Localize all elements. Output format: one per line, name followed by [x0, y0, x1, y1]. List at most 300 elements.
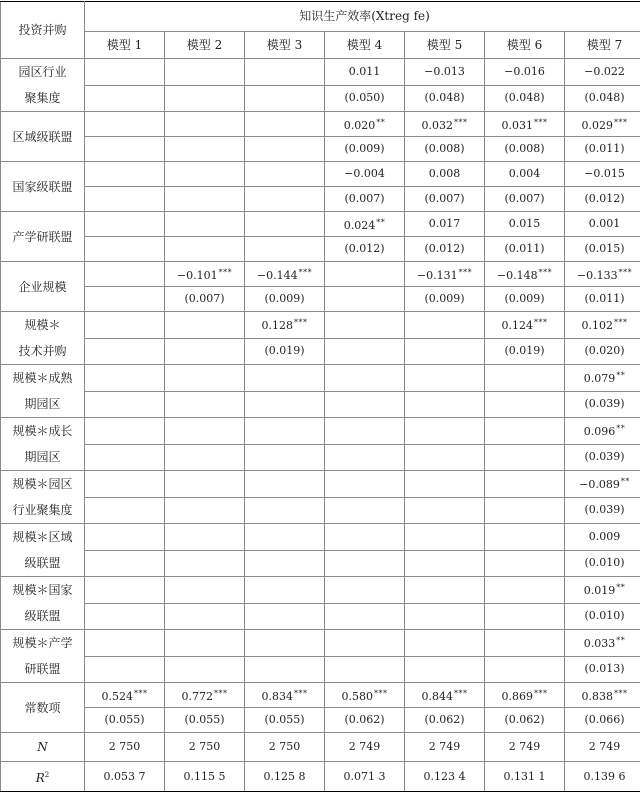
se-cell: [85, 497, 165, 524]
significance-stars: ***: [534, 689, 548, 698]
se-cell: [485, 391, 565, 418]
se-cell: [165, 85, 245, 112]
variable-label-line: 级联盟: [1, 603, 84, 629]
group-header: 知识生产效率(Xtreg fe): [85, 2, 640, 32]
stat-cell: 0.131 1: [485, 762, 565, 792]
se-cell: [165, 338, 245, 365]
se-cell: (0.050): [325, 85, 405, 112]
coef-value: 0.124: [502, 319, 534, 332]
coef-value: −0.089: [579, 478, 620, 491]
se-cell: (0.015): [565, 237, 640, 262]
se-cell: (0.020): [565, 338, 640, 365]
coef-cell: [165, 471, 245, 498]
coef-value: 0.032: [422, 119, 454, 132]
coef-cell: [165, 630, 245, 657]
coef-row: [1, 365, 640, 392]
significance-stars: ***: [614, 118, 628, 127]
coef-cell: [565, 577, 640, 604]
stat-cell: 0.053 7: [85, 762, 165, 792]
se-cell: (0.012): [325, 237, 405, 262]
coef-row: [1, 59, 640, 86]
coef-value: 0.029: [582, 119, 614, 132]
variable-label-line: 行业聚集度: [1, 497, 84, 523]
se-cell: [325, 550, 405, 577]
coef-cell: [245, 212, 325, 237]
stat-label-text: N: [37, 740, 48, 754]
coef-value: −0.016: [504, 65, 545, 78]
se-cell: (0.062): [325, 708, 405, 733]
coef-cell: [565, 365, 640, 392]
model-header: 模型 4: [325, 31, 405, 58]
se-cell: (0.048): [485, 85, 565, 112]
se-cell: [325, 338, 405, 365]
coef-value: −0.015: [584, 167, 625, 180]
stat-cell: 0.139 6: [565, 762, 640, 792]
se-cell: (0.011): [565, 137, 640, 162]
corner-label: 投资并购: [1, 2, 85, 59]
se-cell: [165, 550, 245, 577]
se-cell: [405, 338, 485, 365]
coef-value: 0.128: [262, 319, 294, 332]
coef-cell: [85, 418, 165, 445]
model-header: 模型 6: [485, 31, 565, 58]
significance-stars: **: [616, 636, 625, 645]
coef-cell: [565, 471, 640, 498]
stat-cell: 2 750: [85, 733, 165, 762]
variable-label-line: 规模＊产学: [1, 630, 84, 656]
se-cell: [85, 550, 165, 577]
variable-label: [1, 312, 85, 365]
coef-cell: [485, 59, 565, 86]
variable-label-line: 规模＊区域: [1, 524, 84, 550]
variable-label-line: 期园区: [1, 444, 84, 470]
significance-stars: **: [616, 371, 625, 380]
se-cell: [485, 656, 565, 683]
coef-cell: [485, 418, 565, 445]
significance-stars: ***: [459, 268, 473, 277]
coef-value: 0.033: [584, 637, 616, 650]
coef-cell: [325, 262, 405, 287]
se-cell: (0.007): [165, 287, 245, 312]
coef-cell: [245, 418, 325, 445]
coef-value: 0.020: [344, 119, 376, 132]
significance-stars: **: [616, 424, 625, 433]
coef-cell: [325, 630, 405, 657]
coef-value: 0.019: [584, 584, 616, 597]
coef-cell: [485, 630, 565, 657]
coef-cell: [85, 577, 165, 604]
coef-value: 0.024: [344, 219, 376, 232]
variable-label: [1, 365, 85, 418]
coef-cell: [565, 312, 640, 339]
coef-cell: [405, 418, 485, 445]
se-cell: [165, 391, 245, 418]
se-cell: (0.019): [245, 338, 325, 365]
coef-value: −0.004: [344, 167, 385, 180]
se-cell: (0.009): [245, 287, 325, 312]
se-cell: (0.048): [565, 85, 640, 112]
coef-value: −0.133: [577, 269, 618, 282]
coef-value: 0.524: [102, 690, 134, 703]
coef-row: [1, 312, 640, 339]
coef-cell: [325, 59, 405, 86]
coef-cell: [245, 162, 325, 187]
se-row: [1, 187, 640, 212]
stat-cell: 2 750: [245, 733, 325, 762]
significance-stars: **: [621, 477, 630, 486]
coef-cell: [565, 112, 640, 137]
se-row: [1, 338, 640, 365]
variable-label-line: 规模＊: [1, 312, 84, 338]
variable-label-line: 规模＊成长: [1, 418, 84, 444]
se-cell: [165, 497, 245, 524]
se-cell: (0.009): [485, 287, 565, 312]
variable-label-line: 技术并购: [1, 338, 84, 364]
coef-cell: [165, 418, 245, 445]
coef-cell: [405, 112, 485, 137]
coef-cell: [85, 524, 165, 551]
coef-value: −0.144: [257, 269, 298, 282]
se-cell: [85, 287, 165, 312]
coef-row: [1, 162, 640, 187]
coef-cell: [485, 524, 565, 551]
coef-value: 0.031: [502, 119, 534, 132]
se-cell: [245, 85, 325, 112]
se-cell: [325, 603, 405, 630]
coef-cell: [485, 162, 565, 187]
coef-cell: [325, 524, 405, 551]
coef-cell: [245, 312, 325, 339]
coef-cell: [405, 471, 485, 498]
se-cell: (0.039): [565, 391, 640, 418]
variable-label: [1, 212, 85, 262]
se-cell: [245, 497, 325, 524]
coef-value: 0.096: [584, 425, 616, 438]
se-cell: (0.012): [405, 237, 485, 262]
se-cell: [85, 656, 165, 683]
se-cell: (0.066): [565, 708, 640, 733]
coef-cell: [485, 112, 565, 137]
se-cell: [245, 656, 325, 683]
se-row: [1, 237, 640, 262]
coef-cell: [245, 577, 325, 604]
se-row: [1, 391, 640, 418]
se-cell: (0.039): [565, 497, 640, 524]
se-cell: [85, 391, 165, 418]
model-header: 模型 7: [565, 31, 640, 58]
stat-cell: 2 749: [325, 733, 405, 762]
coef-cell: [565, 683, 640, 708]
coef-cell: [485, 683, 565, 708]
coef-cell: [405, 524, 485, 551]
header-row-models: [1, 31, 640, 58]
coef-value: 0.772: [182, 690, 214, 703]
coef-cell: [405, 630, 485, 657]
coef-cell: [85, 683, 165, 708]
se-cell: [325, 497, 405, 524]
significance-stars: ***: [534, 118, 548, 127]
model-header: 模型 1: [85, 31, 165, 58]
stat-cell: 2 749: [405, 733, 485, 762]
se-cell: [85, 137, 165, 162]
coef-cell: [165, 365, 245, 392]
variable-label: [1, 577, 85, 630]
model-header: 模型 5: [405, 31, 485, 58]
coef-row: [1, 212, 640, 237]
coef-cell: [165, 683, 245, 708]
variable-label: [1, 112, 85, 162]
se-cell: (0.007): [325, 187, 405, 212]
se-cell: [165, 603, 245, 630]
se-cell: (0.055): [245, 708, 325, 733]
stat-cell: 0.071 3: [325, 762, 405, 792]
coef-cell: [405, 577, 485, 604]
coef-value: −0.148: [497, 269, 538, 282]
stat-cell: 0.125 8: [245, 762, 325, 792]
coef-value: −0.022: [584, 65, 625, 78]
variable-label: [1, 630, 85, 683]
se-cell: [245, 550, 325, 577]
se-cell: [325, 444, 405, 471]
coef-cell: [85, 59, 165, 86]
se-cell: [405, 656, 485, 683]
coef-cell: [405, 59, 485, 86]
coef-cell: [405, 212, 485, 237]
coef-cell: [165, 112, 245, 137]
coef-cell: [245, 471, 325, 498]
stat-label: [1, 762, 85, 792]
coef-cell: [485, 312, 565, 339]
coef-value: 0.015: [509, 217, 541, 230]
significance-stars: ***: [374, 689, 388, 698]
se-cell: (0.009): [325, 137, 405, 162]
coef-value: 0.011: [349, 65, 381, 78]
coef-cell: [165, 524, 245, 551]
coef-cell: [245, 112, 325, 137]
coef-cell: [325, 683, 405, 708]
coef-row: [1, 112, 640, 137]
se-cell: [405, 603, 485, 630]
coef-cell: [325, 471, 405, 498]
coef-value: 0.008: [429, 167, 461, 180]
coef-value: 0.834: [262, 690, 294, 703]
coef-cell: [405, 262, 485, 287]
se-cell: [165, 137, 245, 162]
se-cell: (0.008): [405, 137, 485, 162]
se-cell: (0.048): [405, 85, 485, 112]
coef-cell: [245, 683, 325, 708]
coef-row: [1, 577, 640, 604]
se-cell: [165, 656, 245, 683]
se-row: [1, 287, 640, 312]
coef-cell: [245, 524, 325, 551]
se-cell: [245, 137, 325, 162]
coef-cell: [405, 312, 485, 339]
coef-cell: [85, 212, 165, 237]
se-cell: [85, 237, 165, 262]
se-cell: [325, 287, 405, 312]
coef-cell: [165, 162, 245, 187]
variable-label-line: 规模＊园区: [1, 471, 84, 497]
stat-row: [1, 733, 640, 762]
coef-cell: [485, 365, 565, 392]
variable-label-line: 级联盟: [1, 550, 84, 576]
coef-cell: [565, 630, 640, 657]
coef-value: −0.013: [424, 65, 465, 78]
stat-cell: 2 749: [485, 733, 565, 762]
coef-cell: [85, 471, 165, 498]
coef-value: 0.844: [422, 690, 454, 703]
significance-stars: ***: [454, 118, 468, 127]
coef-value: 0.009: [589, 530, 621, 543]
stat-label: [1, 733, 85, 762]
coef-value: 0.001: [589, 217, 621, 230]
stat-row: [1, 762, 640, 792]
significance-stars: ***: [219, 268, 233, 277]
se-cell: [405, 444, 485, 471]
variable-label: [1, 524, 85, 577]
se-cell: [85, 603, 165, 630]
se-row: [1, 497, 640, 524]
coef-row: [1, 630, 640, 657]
se-cell: (0.008): [485, 137, 565, 162]
coef-cell: [85, 365, 165, 392]
se-cell: [165, 187, 245, 212]
se-cell: [485, 550, 565, 577]
se-cell: (0.055): [85, 708, 165, 733]
significance-stars: ***: [299, 268, 313, 277]
coef-value: 0.838: [582, 690, 614, 703]
se-cell: (0.007): [405, 187, 485, 212]
se-cell: [245, 237, 325, 262]
coef-cell: [325, 312, 405, 339]
variable-label-line: 国家级联盟: [1, 174, 84, 200]
significance-stars: ***: [614, 318, 628, 327]
se-cell: (0.019): [485, 338, 565, 365]
se-row: [1, 137, 640, 162]
coef-row: [1, 524, 640, 551]
coef-cell: [565, 262, 640, 287]
se-cell: (0.010): [565, 550, 640, 577]
se-cell: (0.062): [405, 708, 485, 733]
se-cell: [245, 603, 325, 630]
coef-cell: [245, 59, 325, 86]
coef-cell: [565, 418, 640, 445]
variable-label: [1, 262, 85, 312]
se-cell: (0.012): [565, 187, 640, 212]
coef-value: 0.079: [584, 372, 616, 385]
variable-label-line: 园区行业: [1, 59, 84, 85]
coef-cell: [85, 112, 165, 137]
stat-cell: 2 749: [565, 733, 640, 762]
coef-value: 0.004: [509, 167, 541, 180]
se-cell: [405, 497, 485, 524]
variable-label: [1, 162, 85, 212]
variable-label: [1, 418, 85, 471]
coef-cell: [245, 262, 325, 287]
variable-label-line: 规模＊成熟: [1, 365, 84, 391]
coef-cell: [165, 312, 245, 339]
coef-row: [1, 262, 640, 287]
model-header: 模型 3: [245, 31, 325, 58]
se-cell: (0.009): [405, 287, 485, 312]
se-cell: [165, 444, 245, 471]
variable-label-line: 产学研联盟: [1, 224, 84, 250]
significance-stars: ***: [454, 689, 468, 698]
se-cell: [85, 85, 165, 112]
significance-stars: ***: [134, 689, 148, 698]
se-cell: [85, 444, 165, 471]
se-cell: [405, 550, 485, 577]
se-row: [1, 85, 640, 112]
coef-cell: [325, 418, 405, 445]
variable-label-line: 聚集度: [1, 85, 84, 111]
se-row: [1, 444, 640, 471]
coef-cell: [165, 212, 245, 237]
se-row: [1, 603, 640, 630]
se-cell: (0.011): [485, 237, 565, 262]
significance-stars: ***: [214, 689, 228, 698]
variable-label: [1, 59, 85, 112]
coef-cell: [485, 212, 565, 237]
se-cell: (0.007): [485, 187, 565, 212]
se-cell: [485, 603, 565, 630]
variable-label-line: 规模＊国家: [1, 577, 84, 603]
stat-cell: 0.115 5: [165, 762, 245, 792]
coef-row: [1, 683, 640, 708]
se-cell: (0.039): [565, 444, 640, 471]
variable-label-line: 企业规模: [1, 274, 84, 300]
significance-stars: ***: [294, 318, 308, 327]
coef-cell: [405, 683, 485, 708]
variable-label: [1, 683, 85, 733]
se-row: [1, 550, 640, 577]
variable-label-line: 期园区: [1, 391, 84, 417]
coef-cell: [405, 365, 485, 392]
coef-value: −0.131: [417, 269, 458, 282]
coef-cell: [245, 630, 325, 657]
coef-value: 0.580: [342, 690, 374, 703]
coef-row: [1, 418, 640, 445]
se-cell: [245, 391, 325, 418]
coef-cell: [325, 577, 405, 604]
coef-cell: [485, 262, 565, 287]
se-cell: [405, 391, 485, 418]
se-cell: (0.011): [565, 287, 640, 312]
stat-label-superscript: 2: [45, 771, 49, 779]
coef-row: [1, 471, 640, 498]
table-body: [1, 2, 640, 792]
variable-label-line: 常数项: [1, 695, 84, 721]
coef-cell: [565, 59, 640, 86]
coef-value: 0.017: [429, 217, 461, 230]
significance-stars: ***: [294, 689, 308, 698]
stat-cell: 0.123 4: [405, 762, 485, 792]
coef-cell: [85, 630, 165, 657]
coef-cell: [85, 162, 165, 187]
se-row: [1, 708, 640, 733]
variable-label: [1, 471, 85, 524]
se-cell: (0.013): [565, 656, 640, 683]
coef-cell: [245, 365, 325, 392]
se-cell: [485, 497, 565, 524]
stat-label-text: R: [36, 771, 45, 785]
se-cell: [245, 187, 325, 212]
significance-stars: ***: [539, 268, 553, 277]
se-row: [1, 656, 640, 683]
coef-cell: [325, 212, 405, 237]
significance-stars: ***: [614, 689, 628, 698]
